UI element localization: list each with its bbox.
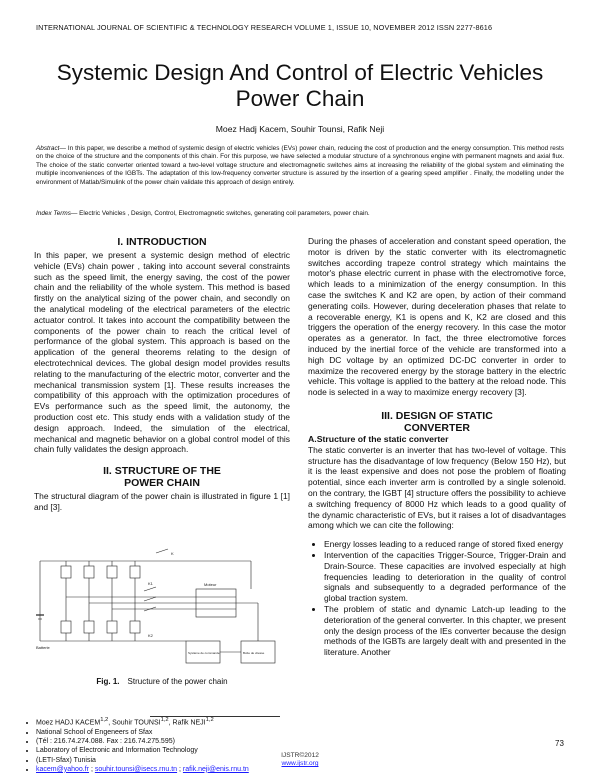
left-column — [34, 236, 290, 513]
abstract-label: Abstract — [36, 145, 60, 152]
label-control-system: Système de commande — [188, 651, 220, 655]
list-item: • Energy losses leading to a reduced range of stored fixed energy — [324, 539, 566, 550]
list-item: • Intervention of the capacities Trigger-Source, Trigger-Drain and Drain-Source. These capacities are involved especially at high frequencies leading to deterioration in the quality of control signals and subsequently to a degraded performance of the global traction system. — [324, 550, 566, 604]
power-chain-diagram — [36, 541, 286, 675]
email-link-neji[interactable]: rafik.neji@enis.rnu.tn — [182, 765, 249, 773]
section-heading-structure-line1: II. STRUCTURE OF THE — [103, 465, 221, 478]
label-battery: Batterie — [36, 645, 50, 650]
footnote-phone: • (Tél : 216.74.274.088. Fax : 216.74.275.595) — [36, 737, 306, 746]
label-k: K — [171, 551, 174, 556]
index-terms-text: — Electric Vehicles , Design, Control, Electromagnetic switches, generating coil parameters, power chain. — [70, 210, 370, 217]
structure-text: The structural diagram of the power chain is illustrated in figure 1 [1] and [3]. — [34, 491, 290, 512]
paper-title: Systemic Design And Control of Electric Vehicles Power Chain — [56, 60, 544, 111]
label-k2: K2 — [148, 633, 153, 638]
label-gearbox: Boîte de vitesse — [243, 651, 265, 655]
figure-caption-text: Structure of the power chain — [127, 677, 228, 686]
converter-structure-text: The static converter is an inverter that has two-level of voltage. This structure has the disadvantage of low frequency (Below 150 Hz), but it is the least expensive and does not pose the problem of floating potential, since each inverter arm is controlled by a single solenoid. on the contrary, the IGBT [4] structure offers the possibility to achieve a switching frequency of 8000 Hz which leads to a good quality of the dynamic characteristic of EVs, but it raises a lot of disadvantages among which we can cite the following: — [308, 444, 566, 531]
footnote-authors: • Moez HADJ KACEM$^{1,2}$, Souhir TOUNSI$^{1,2}$, Rafik NEJI$^{1,2}$ — [36, 716, 306, 728]
abstract-text: — In this paper, we describe a method of systemic design of electric vehicles (EVs) power chain, reducing the cost of production and the energy consumption. This method rests on the choice of the structure and the components of this chain. For this purpose, we have selected a modular structure of a synchronous engine with permanent magnets and axial flux. The choice of the static converter oriented toward a two-level voltage structure and electromagnetic switches aims at increasing the reliability of the global system and eliminating the multiple inconveniences of the IGBTs. The adaptation of this low-frequency converter structure is assured by the insertion of a gearing speed amplifier . Finally, the modelling under the environment of Matlab/Simulink of the power chain validate this approach of design entirely. — [36, 145, 564, 186]
section-heading-introduction: I. INTRODUCTION — [117, 236, 207, 248]
section-heading-structure-line2: POWER CHAIN — [124, 477, 200, 490]
disadvantages-list — [308, 539, 566, 658]
footer-url-link[interactable]: www.ijstr.org — [281, 760, 319, 767]
figure-caption-label: Fig. 1. — [96, 677, 120, 686]
page-number: 73 — [555, 739, 564, 748]
footnote-lab: • Laboratory of Electronic and Information Technology — [36, 746, 306, 755]
footnote-location: • (LETI-Sfax) Tunisia — [36, 756, 306, 765]
abstract — [36, 145, 564, 187]
list-item: • The problem of static and dynamic Latch-up leading to the deterioration of the general converter. In this chapter, we present only the design process of the IEs converter because the design methods of the IGBTs are largely dealt with and presented in the literature. Another — [324, 604, 566, 658]
index-terms — [36, 210, 564, 217]
section-heading-design-line1: III. DESIGN OF STATIC — [381, 409, 493, 422]
index-terms-label: Index Terms — [36, 210, 71, 217]
footnote-school: • National School of Engeneers of Sfax — [36, 728, 306, 737]
operation-text: During the phases of acceleration and constant speed operation, the motor is driven by the static converter with its electromagnetic switches according trapeze control strategy which maintains the motor's phase electric current in phase with the electromotive force, which leads to a minimization of the energy consumption. In this case the switches K and K2 are open, by action of their command generating coils. However, during deceleration phases that relate to a recoverable energy, K1 is opens and K, K2 are closed and this triggers the operation of the energy recovery. In this case the motor operates as a generator. In fact, the three electromotive forces induced by the inertial force of the vehicle are transformed into a high DC voltage by an optimized DC-DC converter in order to maximize the recovered energy by the storage battery in the electric vehicle. This voltage is applied to the battery at the reload node. This node is selected in a way to maximize energy recovery [3]. — [308, 236, 566, 398]
subsection-heading-structure: A.Structure of the static converter — [308, 433, 449, 444]
footnote-emails: • kacem@yahoo.fr ; souhir.tounsi@isecs.rnu.tn ; rafik.neji@enis.rnu.tn — [36, 765, 306, 774]
figure-caption — [34, 677, 290, 686]
email-link-tounsi[interactable]: souhir.tounsi@isecs.rnu.tn — [94, 765, 178, 773]
introduction-text: In this paper, we present a systemic design method of electric vehicle (EVs) chain power , taking into account several constraints such as the speed limit, the energy saving, the cost of the power chain and the reliability of the whole system. This method is based firstly on the analytical sizing of the power chain, and secondly on the analytical modeling of the electrical parameters of the electric actuator control. It takes into account the compatibility between the components of the power chain to reach the critical level of performance of the global system. This approach is based on the application of the general theorems relating to the design of electrotechnical devices. The global design model provides results relating to the manufacturing of the electric motor, converter and the mechanical transmission system [1]. These results increases the compatibility of this approach with the optimization procedures of EVs performance such as the speed limit, the autonomy, the production cost etc. This study ends with a validation study of the design approach. Indeed, the simulation of the electrical, mechanical and magnetic behavior on a global control model of this chain fully validates the design approach. — [34, 250, 290, 455]
section-heading-design-line2: CONVERTER — [404, 421, 470, 434]
footer-copyright: IJSTR©2012 — [281, 752, 319, 759]
page-footer — [0, 752, 600, 768]
label-motor: Moteur — [204, 582, 217, 587]
author-list: Moez Hadj Kacem, Souhir Tounsi, Rafik Neji — [215, 124, 385, 134]
right-column — [308, 236, 566, 658]
journal-header: INTERNATIONAL JOURNAL OF SCIENTIFIC & TECHNOLOGY RESEARCH VOLUME 1, ISSUE 10, NOVEMBER 2012 ISSN 2277-8616 — [36, 23, 493, 32]
email-link-kacem[interactable]: kacem@yahoo.fr — [36, 765, 90, 773]
label-k1: K1 — [148, 581, 153, 586]
